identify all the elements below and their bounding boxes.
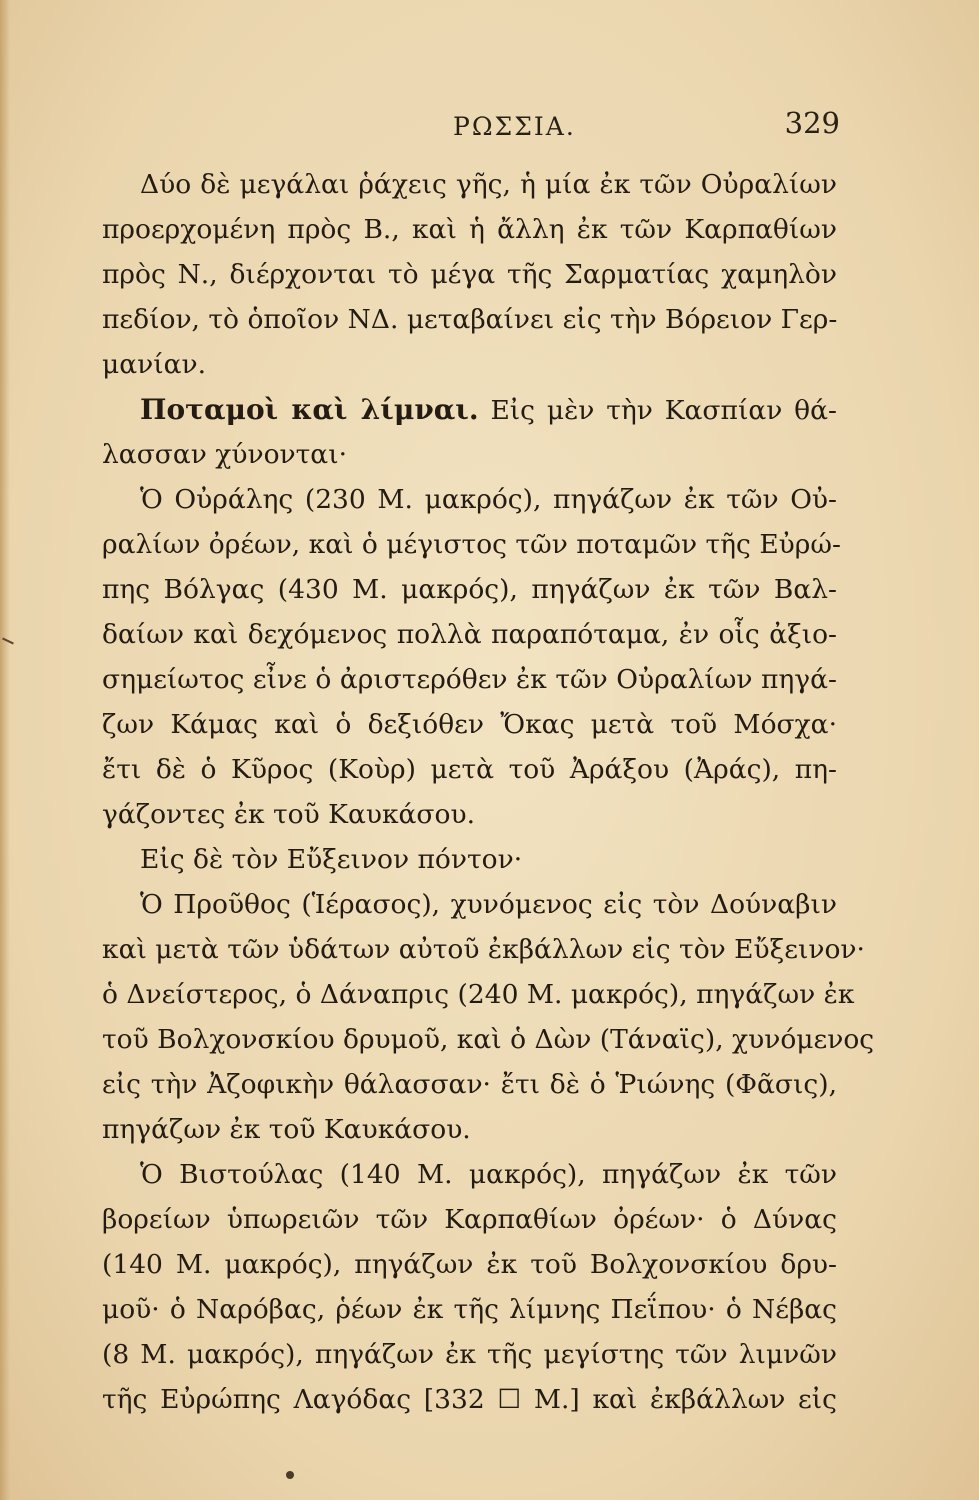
- text-line: Ὁ Βιστούλας (140 Μ. μακρός), πηγάζων ἐκ τῶν: [140, 1159, 837, 1190]
- text-line: λασσαν χύνονται·: [102, 439, 348, 470]
- text-line: (8 Μ. μακρός), πηγάζων ἐκ τῆς μεγίστης τῶν λιμνῶν: [102, 1339, 837, 1370]
- text-line: ὁ Δνείστερος, ὁ Δάναπρις (240 Μ. μακρός), πηγάζων ἐκ: [102, 979, 855, 1010]
- ink-spot: [286, 1471, 294, 1479]
- text-line: Ὁ Προῦθος (Ἱέρασος), χυνόμενος εἰς τὸν Δούναβιν: [140, 889, 837, 920]
- text-line: βορείων ὑπωρειῶν τῶν Καρπαθίων ὀρέων· ὁ Δύνας: [102, 1204, 837, 1235]
- text-line: πεδίον, τὸ ὁποῖον ΝΔ. μεταβαίνει εἰς τὴν Βόρειον Γερ-: [102, 304, 838, 335]
- text-line: Δύο δὲ μεγάλαι ῥάχεις γῆς, ἡ μία ἐκ τῶν Οὐραλίων: [140, 169, 837, 200]
- text-line: εἰς τὴν Ἀζοφικὴν θάλασσαν· ἔτι δὲ ὁ Ῥιώνης (Φᾶσις),: [102, 1069, 837, 1100]
- text-line: Ὁ Οὐράλης (230 Μ. μακρός), πηγάζων ἐκ τῶν Οὐ-: [140, 484, 837, 515]
- running-head: ΡΩΣΣΙΑ.: [453, 112, 576, 141]
- text-line: μοῦ· ὁ Ναρόβας, ῥέων ἐκ τῆς λίμνης Πεΐπου· ὁ Νέβας: [102, 1294, 837, 1325]
- text-line: ζων Κάμας καὶ ὁ δεξιόθεν Ὄκας μετὰ τοῦ Μόσχα·: [102, 709, 837, 740]
- page-header: [100, 106, 840, 148]
- text-line: τῆς Εὐρώπης Λαγόδας [332 ☐ Μ.] καὶ ἐκβάλλων εἰς: [102, 1384, 837, 1415]
- page-edge-shadow: [0, 0, 10, 1500]
- text-line: τοῦ Βολχονσκίου δρυμοῦ, καὶ ὁ Δὼν (Τάναϊς), χυνόμενος: [102, 1024, 875, 1055]
- text-line: ἔτι δὲ ὁ Κῦρος (Κοὺρ) μετὰ τοῦ Ἀράξου (Ἀράς), πη-: [102, 754, 837, 785]
- text-line: προερχομένη πρὸς Β., καὶ ἡ ἄλλη ἐκ τῶν Καρπαθίων: [102, 214, 837, 245]
- text-line: (140 Μ. μακρός), πηγάζων ἐκ τοῦ Βολχονσκίου δρυ-: [102, 1249, 837, 1280]
- text-line: Εἰς μὲν τὴν Κασπίαν θά-: [490, 395, 837, 426]
- text-line: πρὸς Ν., διέρχονται τὸ μέγα τῆς Σαρματίας χαμηλὸν: [102, 259, 837, 290]
- text-line: πηγάζων ἐκ τοῦ Καυκάσου.: [102, 1114, 471, 1145]
- body-text: [102, 162, 875, 1422]
- page-number: 329: [784, 106, 840, 140]
- text-line: δαίων καὶ δεχόμενος πολλὰ παραπόταμα, ἐν οἷς ἀξιο-: [102, 619, 837, 650]
- text-line: καὶ μετὰ τῶν ὑδάτων αὐτοῦ ἐκβάλλων εἰς τὸν Εὔξεινον·: [102, 934, 865, 965]
- text-line: σημείωτος εἶνε ὁ ἀριστερόθεν ἐκ τῶν Οὐραλίων πηγά-: [102, 664, 837, 695]
- section-first-line: [102, 387, 837, 432]
- text-line: μανίαν.: [102, 349, 207, 380]
- text-line: ραλίων ὀρέων, καὶ ὁ μέγιστος τῶν ποταμῶν τῆς Εὐρώ-: [102, 529, 841, 560]
- text-line: Εἰς δὲ τὸν Εὔξεινον πόντον·: [140, 844, 523, 875]
- text-line: γάζοντες ἐκ τοῦ Καυκάσου.: [102, 799, 476, 830]
- section-heading: Ποταμοὶ καὶ λίμναι.: [140, 393, 479, 426]
- text-line: πης Βόλγας (430 Μ. μακρός), πηγάζων ἐκ τῶν Βαλ-: [102, 574, 837, 605]
